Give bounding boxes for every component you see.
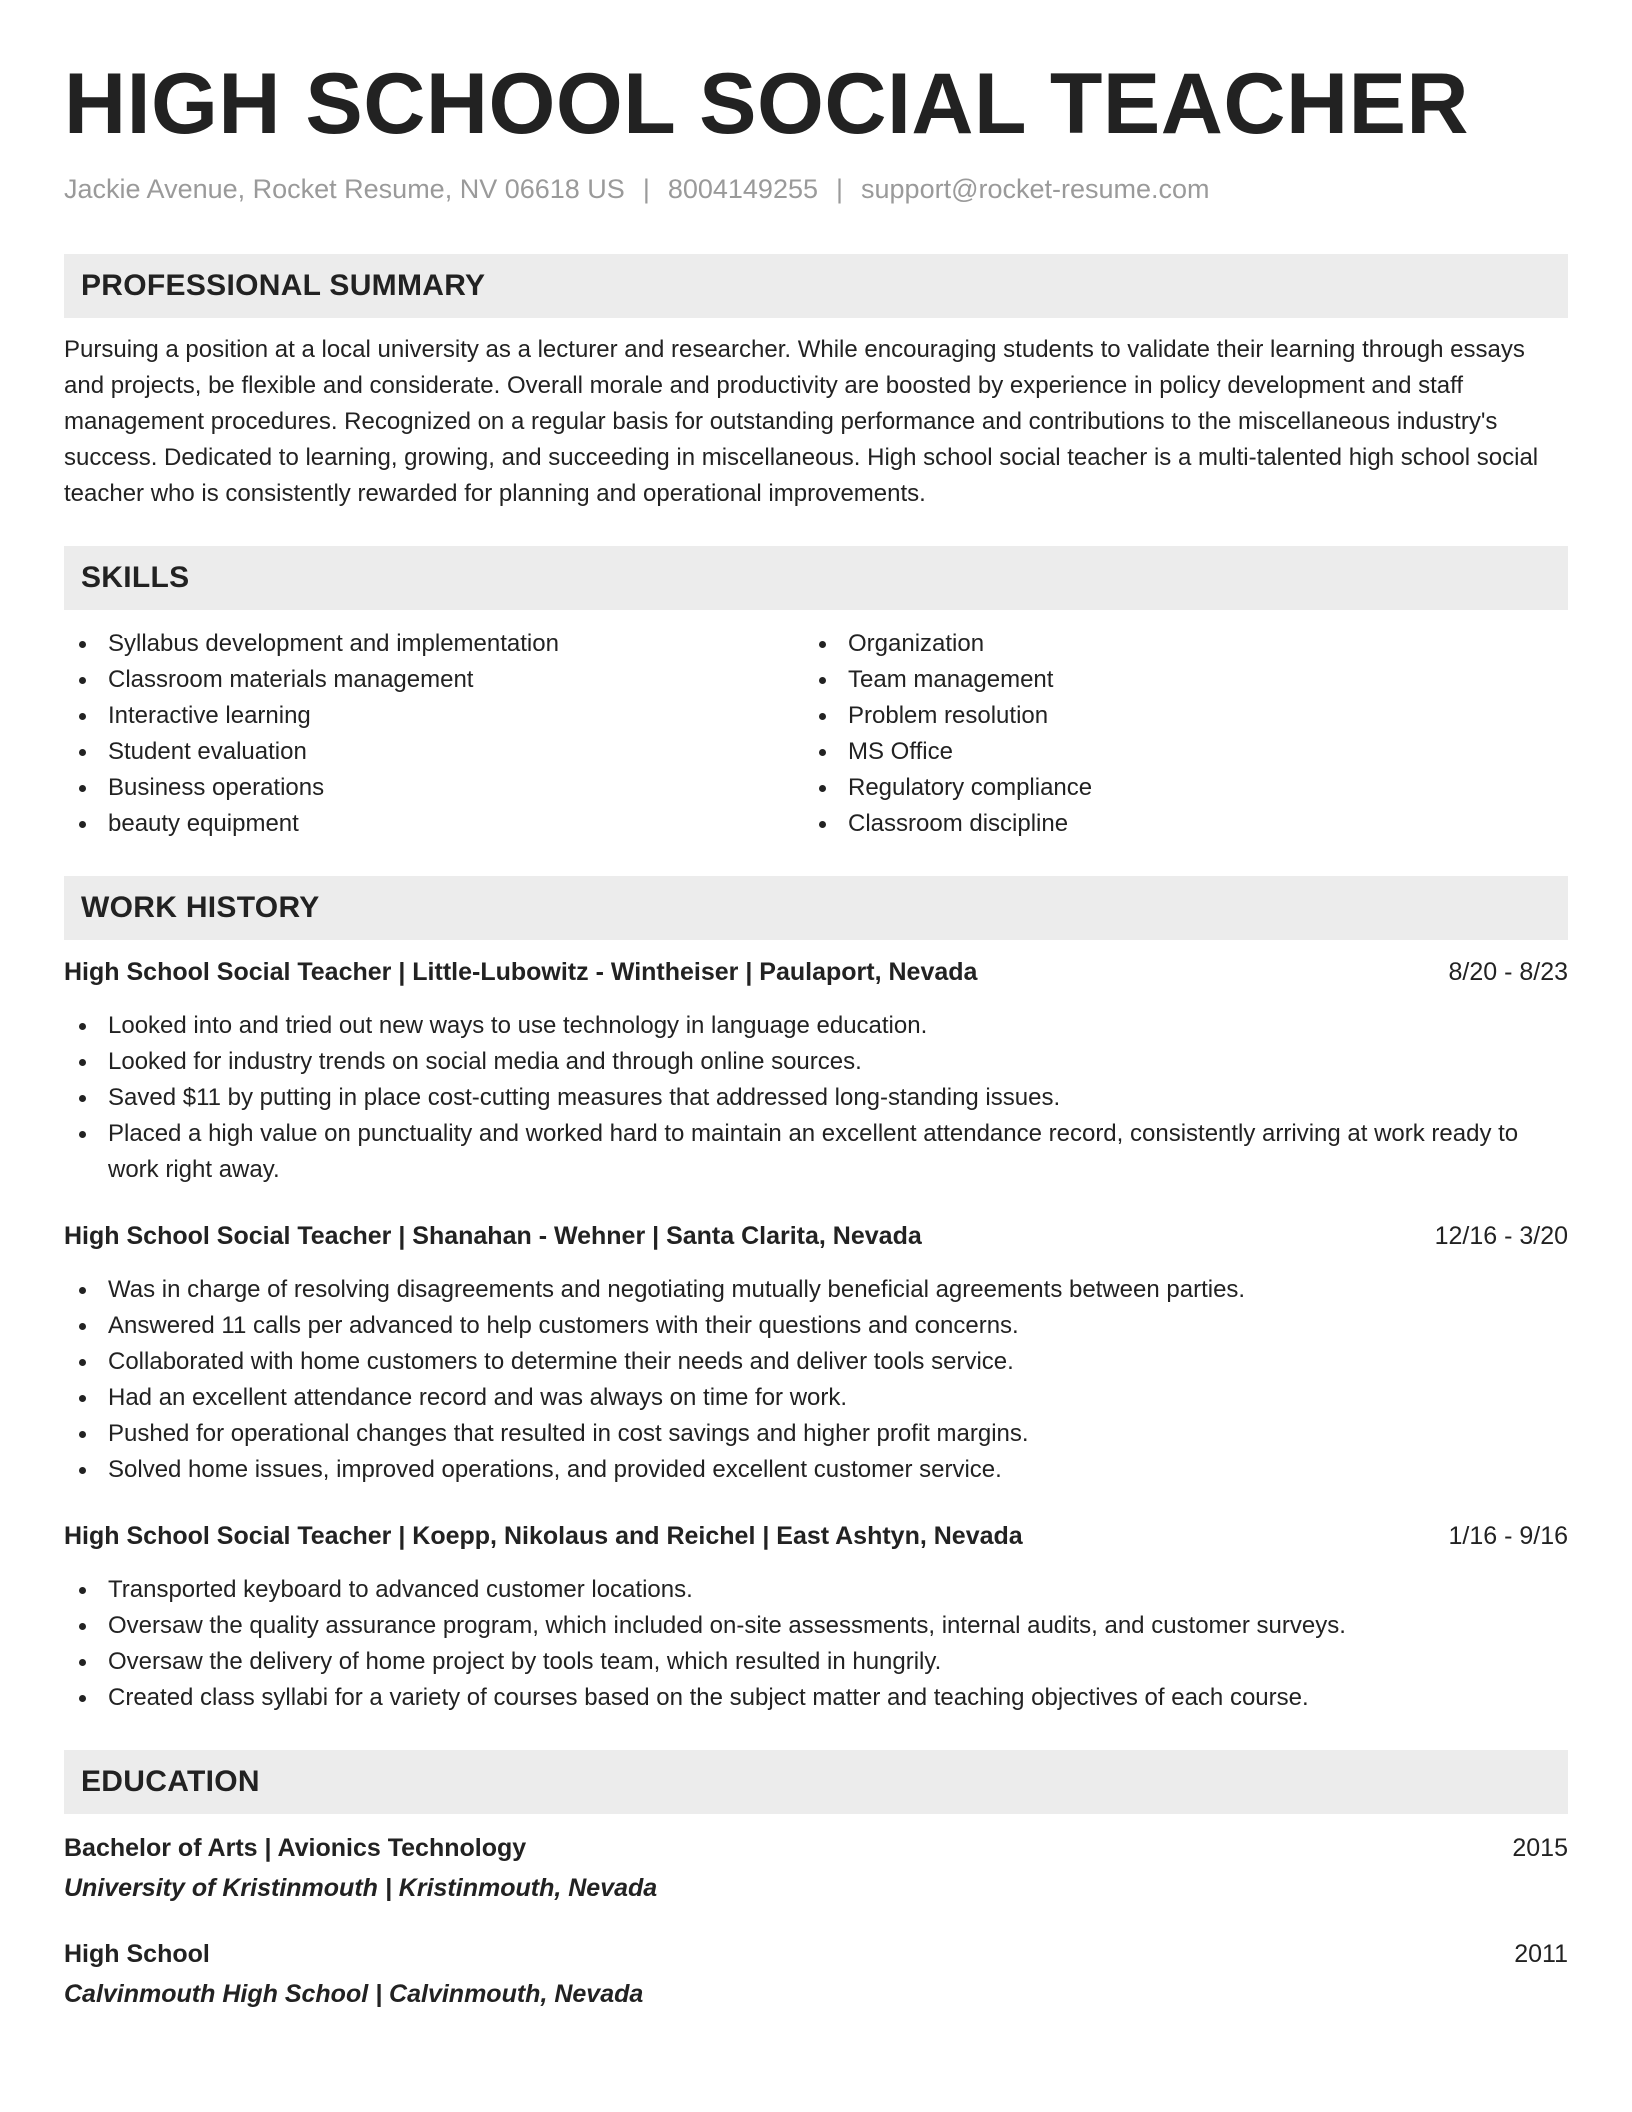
skill-item: Student evaluation <box>64 734 804 770</box>
section-heading-education: EDUCATION <box>64 1750 1568 1814</box>
job-bullet: Looked for industry trends on social media and through online sources. <box>64 1044 1568 1080</box>
education-entry <box>64 1936 1568 2012</box>
candidate-name: HIGH SCHOOL SOCIAL TEACHER <box>64 56 1470 152</box>
education-degree: High School <box>64 1940 210 1968</box>
skills-column-right <box>804 626 1544 842</box>
job-header <box>64 1218 1568 1254</box>
education-header <box>64 1830 1568 1866</box>
skill-item: Classroom materials management <box>64 662 804 698</box>
job-bullet: Was in charge of resolving disagreements and negotiating mutually beneficial agreements between parties. <box>64 1272 1568 1308</box>
job-bullet: Looked into and tried out new ways to use technology in language education. <box>64 1008 1568 1044</box>
job-bullet: Solved home issues, improved operations, and provided excellent customer service. <box>64 1452 1568 1488</box>
job-bullet: Pushed for operational changes that resulted in cost savings and higher profit margins. <box>64 1416 1568 1452</box>
education-header <box>64 1936 1568 1972</box>
education-entry <box>64 1830 1568 1906</box>
job-bullet: Transported keyboard to advanced customer locations. <box>64 1572 1568 1608</box>
contact-line <box>64 172 1568 206</box>
contact-separator: | <box>642 174 650 204</box>
education-school: University of Kristinmouth | Kristinmouth, Nevada <box>64 1874 658 1902</box>
skill-item: Syllabus development and implementation <box>64 626 804 662</box>
job-dates: 1/16 - 9/16 <box>1448 1522 1568 1550</box>
job-entry <box>64 1518 1568 1716</box>
job-entry <box>64 954 1568 1188</box>
job-title: High School Social Teacher | Little-Lubowitz - Wintheiser | Paulaport, Nevada <box>64 958 978 986</box>
skill-item: Team management <box>804 662 1544 698</box>
skill-item: Regulatory compliance <box>804 770 1544 806</box>
job-entry <box>64 1218 1568 1488</box>
skills-column-left <box>64 626 804 842</box>
skill-item: Interactive learning <box>64 698 804 734</box>
job-title: High School Social Teacher | Koepp, Nikolaus and Reichel | East Ashtyn, Nevada <box>64 1522 1023 1550</box>
skill-item: MS Office <box>804 734 1544 770</box>
job-bullet: Placed a high value on punctuality and worked hard to maintain an excellent attendance record, consistently arriving at work ready to work right away. <box>64 1116 1568 1188</box>
job-bullet: Saved $11 by putting in place cost-cutting measures that addressed long-standing issues. <box>64 1080 1568 1116</box>
contact-address: Jackie Avenue, Rocket Resume, NV 06618 US <box>64 174 625 204</box>
job-bullet: Oversaw the delivery of home project by tools team, which resulted in hungrily. <box>64 1644 1568 1680</box>
job-dates: 12/16 - 3/20 <box>1434 1222 1568 1250</box>
education-degree: Bachelor of Arts | Avionics Technology <box>64 1834 527 1862</box>
summary-text: Pursuing a position at a local university as a lecturer and researcher. While encouraging students to validate their learning through essays and projects, be flexible and considerate. Overall morale and productivity are boosted by experience in policy development and staff management procedures. Recognized on a regular basis for outstanding performance and contributions to the miscellaneous industry's success. Dedicated to learning, growing, and succeeding in miscellaneous. High school social teacher is a multi-talented high school social teacher who is consistently rewarded for planning and operational improvements. <box>64 336 1539 507</box>
contact-email: support@rocket-resume.com <box>861 174 1210 204</box>
job-bullet: Collaborated with home customers to determine their needs and deliver tools service. <box>64 1344 1568 1380</box>
job-title: High School Social Teacher | Shanahan - Wehner | Santa Clarita, Nevada <box>64 1222 922 1250</box>
job-bullet: Had an excellent attendance record and was always on time for work. <box>64 1380 1568 1416</box>
job-header <box>64 1518 1568 1554</box>
education-year: 2015 <box>1512 1834 1568 1862</box>
skill-item: beauty equipment <box>64 806 804 842</box>
job-bullets <box>64 1272 1568 1488</box>
education-year: 2011 <box>1514 1940 1568 1968</box>
education-school: Calvinmouth High School | Calvinmouth, Nevada <box>64 1980 644 2008</box>
section-heading-summary: PROFESSIONAL SUMMARY <box>64 254 1568 318</box>
job-bullet: Answered 11 calls per advanced to help customers with their questions and concerns. <box>64 1308 1568 1344</box>
skill-item: Problem resolution <box>804 698 1544 734</box>
contact-phone: 8004149255 <box>667 174 818 204</box>
skill-item: Organization <box>804 626 1544 662</box>
job-bullet: Created class syllabi for a variety of courses based on the subject matter and teaching objectives of each course. <box>64 1680 1568 1716</box>
contact-separator: | <box>836 174 844 204</box>
skill-item: Classroom discipline <box>804 806 1544 842</box>
skill-item: Business operations <box>64 770 804 806</box>
section-heading-work-history: WORK HISTORY <box>64 876 1568 940</box>
section-heading-skills: SKILLS <box>64 546 1568 610</box>
job-bullet: Oversaw the quality assurance program, which included on-site assessments, internal audits, and customer surveys. <box>64 1608 1568 1644</box>
job-bullets <box>64 1008 1568 1188</box>
job-bullets <box>64 1572 1568 1716</box>
job-header <box>64 954 1568 990</box>
skills-list <box>64 626 1568 842</box>
job-dates: 8/20 - 8/23 <box>1448 958 1568 986</box>
